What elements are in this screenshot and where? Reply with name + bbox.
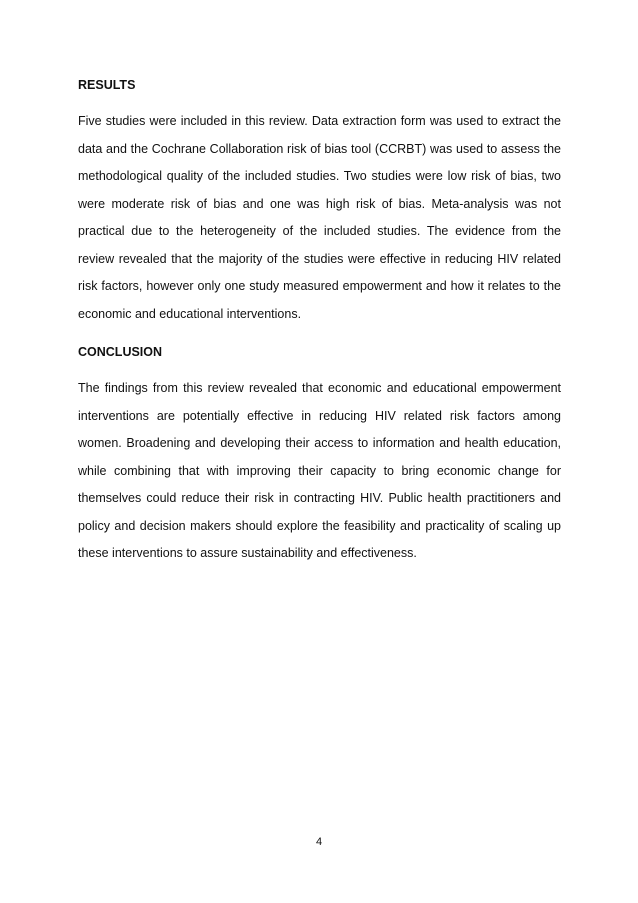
conclusion-heading: CONCLUSION	[78, 345, 163, 359]
conclusion-paragraph: The findings from this review revealed that economic and educational empowerment interventions are potentially effective in reducing HIV related risk factors among women. Broadening and developing their access to information and health education, while combining that with improving their capacity to bring economic change for themselves could reduce their risk in contracting HIV. Public health practitioners and policy and decision makers should explore the feasibility and practicality of scaling up these interventions to assure sustainability and effectiveness.	[78, 381, 561, 560]
page-content	[78, 70, 561, 578]
results-heading: RESULTS	[78, 78, 136, 92]
page-number: 4	[315, 836, 323, 848]
results-paragraph: Five studies were included in this review. Data extraction form was used to extract the data and the Cochrane Collaboration risk of bias tool (CCRBT) was used to assess the methodological quality of the included studies. Two studies were low risk of bias, two were moderate risk of bias and one was high risk of bias. Meta-analysis was not practical due to the heterogeneity of the included studies. The evidence from the review revealed that the majority of the studies were effective in reducing HIV related risk factors, however only one study measured empowerment and how it relates to the economic and educational interventions.	[78, 114, 561, 321]
